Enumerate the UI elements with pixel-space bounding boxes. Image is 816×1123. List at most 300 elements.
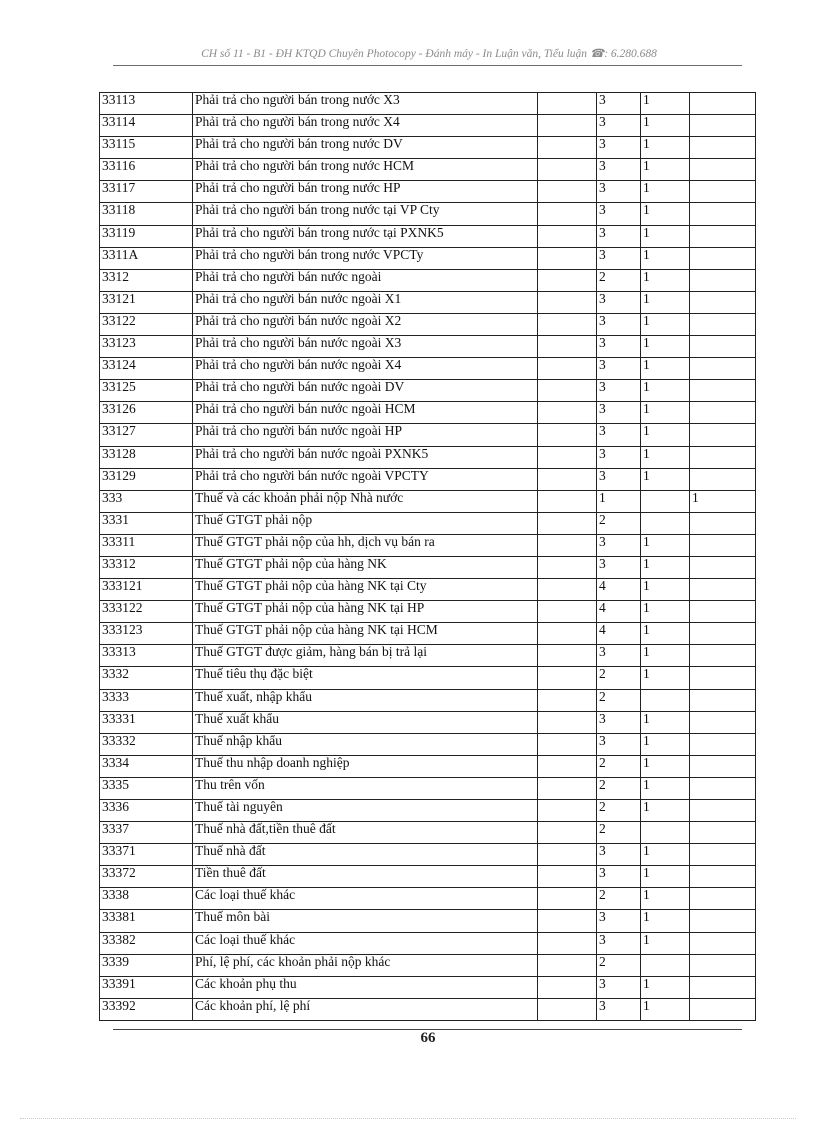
- table-row: [100, 336, 756, 358]
- extra-flag-cell: [690, 800, 756, 822]
- empty-cell: [538, 689, 597, 711]
- account-name-cell: Thuế GTGT phải nộp của hh, dịch vụ bán ra: [193, 534, 538, 556]
- account-name-cell: Các khoản phụ thu: [193, 976, 538, 998]
- header-divider: [113, 65, 742, 66]
- extra-flag-cell: [690, 844, 756, 866]
- extra-flag-cell: [690, 998, 756, 1020]
- extra-flag-cell: [690, 579, 756, 601]
- table-row: [100, 556, 756, 578]
- account-name-cell: Phải trả cho người bán trong nước HCM: [193, 159, 538, 181]
- table-row: [100, 976, 756, 998]
- account-level-cell: 3: [597, 225, 641, 247]
- account-level-cell: 3: [597, 313, 641, 335]
- account-level-cell: 3: [597, 976, 641, 998]
- empty-cell: [538, 269, 597, 291]
- extra-flag-cell: [690, 910, 756, 932]
- detail-flag-cell: 1: [641, 115, 690, 137]
- account-code-cell: 3337: [100, 822, 193, 844]
- detail-flag-cell: 1: [641, 203, 690, 225]
- account-name-cell: Thuế GTGT phải nộp: [193, 512, 538, 534]
- detail-flag-cell: 1: [641, 579, 690, 601]
- account-code-cell: 33125: [100, 380, 193, 402]
- table-row: [100, 490, 756, 512]
- empty-cell: [538, 93, 597, 115]
- empty-cell: [538, 866, 597, 888]
- extra-flag-cell: [690, 556, 756, 578]
- extra-flag-cell: [690, 689, 756, 711]
- extra-flag-cell: [690, 954, 756, 976]
- account-code-cell: 3336: [100, 800, 193, 822]
- empty-cell: [538, 402, 597, 424]
- extra-flag-cell: [690, 203, 756, 225]
- detail-flag-cell: [641, 689, 690, 711]
- empty-cell: [538, 932, 597, 954]
- account-code-cell: 3311A: [100, 247, 193, 269]
- account-code-cell: 33126: [100, 402, 193, 424]
- table-row: [100, 115, 756, 137]
- extra-flag-cell: [690, 932, 756, 954]
- account-code-cell: 3334: [100, 755, 193, 777]
- detail-flag-cell: 1: [641, 446, 690, 468]
- table-row: [100, 822, 756, 844]
- account-level-cell: 3: [597, 247, 641, 269]
- empty-cell: [538, 667, 597, 689]
- extra-flag-cell: [690, 424, 756, 446]
- table-row: [100, 866, 756, 888]
- empty-cell: [538, 800, 597, 822]
- empty-cell: [538, 822, 597, 844]
- account-name-cell: Thuế môn bài: [193, 910, 538, 932]
- table-row: [100, 755, 756, 777]
- account-level-cell: 2: [597, 822, 641, 844]
- empty-cell: [538, 910, 597, 932]
- detail-flag-cell: 1: [641, 93, 690, 115]
- account-code-cell: 33311: [100, 534, 193, 556]
- account-code-cell: 3331: [100, 512, 193, 534]
- account-level-cell: 2: [597, 777, 641, 799]
- extra-flag-cell: [690, 247, 756, 269]
- account-code-cell: 33331: [100, 711, 193, 733]
- table-row: [100, 998, 756, 1020]
- account-level-cell: 2: [597, 667, 641, 689]
- detail-flag-cell: 1: [641, 623, 690, 645]
- empty-cell: [538, 998, 597, 1020]
- detail-flag-cell: 1: [641, 313, 690, 335]
- account-code-cell: 3332: [100, 667, 193, 689]
- table-row: [100, 534, 756, 556]
- account-level-cell: 3: [597, 424, 641, 446]
- detail-flag-cell: 1: [641, 910, 690, 932]
- account-level-cell: 3: [597, 380, 641, 402]
- account-code-cell: 33118: [100, 203, 193, 225]
- account-code-cell: 33391: [100, 976, 193, 998]
- empty-cell: [538, 446, 597, 468]
- account-code-cell: 33116: [100, 159, 193, 181]
- table-row: [100, 380, 756, 402]
- detail-flag-cell: 1: [641, 291, 690, 313]
- extra-flag-cell: [690, 358, 756, 380]
- account-code-cell: 3333: [100, 689, 193, 711]
- account-name-cell: Thuế nhà đất,tiền thuê đất: [193, 822, 538, 844]
- account-code-cell: 33129: [100, 468, 193, 490]
- empty-cell: [538, 291, 597, 313]
- detail-flag-cell: [641, 822, 690, 844]
- extra-flag-cell: [690, 446, 756, 468]
- table-row: [100, 159, 756, 181]
- empty-cell: [538, 645, 597, 667]
- account-code-cell: 33128: [100, 446, 193, 468]
- account-name-cell: Các loại thuế khác: [193, 932, 538, 954]
- account-code-cell: 33312: [100, 556, 193, 578]
- table-row: [100, 93, 756, 115]
- account-code-cell: 3338: [100, 888, 193, 910]
- empty-cell: [538, 733, 597, 755]
- table-row: [100, 247, 756, 269]
- account-name-cell: Thuế GTGT phải nộp của hàng NK: [193, 556, 538, 578]
- account-table-container: [99, 92, 755, 1021]
- account-level-cell: 4: [597, 579, 641, 601]
- account-level-cell: 2: [597, 800, 641, 822]
- account-code-cell: 33332: [100, 733, 193, 755]
- extra-flag-cell: [690, 380, 756, 402]
- detail-flag-cell: 1: [641, 932, 690, 954]
- account-name-cell: Phải trả cho người bán nước ngoài X1: [193, 291, 538, 313]
- empty-cell: [538, 844, 597, 866]
- account-code-cell: 33117: [100, 181, 193, 203]
- detail-flag-cell: 1: [641, 556, 690, 578]
- extra-flag-cell: [690, 93, 756, 115]
- table-row: [100, 888, 756, 910]
- extra-flag-cell: [690, 667, 756, 689]
- account-code-cell: 33124: [100, 358, 193, 380]
- account-name-cell: Tiền thuê đất: [193, 866, 538, 888]
- account-code-cell: 33313: [100, 645, 193, 667]
- extra-flag-cell: [690, 623, 756, 645]
- account-level-cell: 3: [597, 866, 641, 888]
- extra-flag-cell: [690, 755, 756, 777]
- account-name-cell: Phí, lệ phí, các khoản phải nộp khác: [193, 954, 538, 976]
- account-name-cell: Thuế tài nguyên: [193, 800, 538, 822]
- account-name-cell: Phải trả cho người bán trong nước VPCTy: [193, 247, 538, 269]
- empty-cell: [538, 424, 597, 446]
- account-level-cell: 2: [597, 954, 641, 976]
- detail-flag-cell: 1: [641, 601, 690, 623]
- account-code-cell: 333123: [100, 623, 193, 645]
- account-level-cell: 3: [597, 844, 641, 866]
- table-row: [100, 269, 756, 291]
- empty-cell: [538, 711, 597, 733]
- table-row: [100, 181, 756, 203]
- account-code-cell: 33122: [100, 313, 193, 335]
- extra-flag-cell: [690, 137, 756, 159]
- empty-cell: [538, 159, 597, 181]
- extra-flag-cell: [690, 313, 756, 335]
- extra-flag-cell: [690, 115, 756, 137]
- empty-cell: [538, 380, 597, 402]
- detail-flag-cell: 1: [641, 866, 690, 888]
- detail-flag-cell: 1: [641, 247, 690, 269]
- extra-flag-cell: [690, 336, 756, 358]
- account-code-cell: 33382: [100, 932, 193, 954]
- empty-cell: [538, 954, 597, 976]
- extra-flag-cell: [690, 534, 756, 556]
- empty-cell: [538, 755, 597, 777]
- account-level-cell: 3: [597, 932, 641, 954]
- account-name-cell: Phải trả cho người bán nước ngoài X3: [193, 336, 538, 358]
- detail-flag-cell: 1: [641, 468, 690, 490]
- detail-flag-cell: 1: [641, 800, 690, 822]
- empty-cell: [538, 336, 597, 358]
- empty-cell: [538, 137, 597, 159]
- account-table-body: [100, 93, 756, 1021]
- account-name-cell: Phải trả cho người bán nước ngoài X2: [193, 313, 538, 335]
- detail-flag-cell: 1: [641, 380, 690, 402]
- extra-flag-cell: [690, 601, 756, 623]
- account-code-cell: 33392: [100, 998, 193, 1020]
- table-row: [100, 291, 756, 313]
- table-row: [100, 468, 756, 490]
- table-row: [100, 733, 756, 755]
- account-name-cell: Thuế nhập khẩu: [193, 733, 538, 755]
- account-level-cell: 3: [597, 115, 641, 137]
- detail-flag-cell: 1: [641, 976, 690, 998]
- empty-cell: [538, 203, 597, 225]
- account-name-cell: Phải trả cho người bán trong nước DV: [193, 137, 538, 159]
- account-code-cell: 33371: [100, 844, 193, 866]
- account-code-cell: 3312: [100, 269, 193, 291]
- table-row: [100, 601, 756, 623]
- empty-cell: [538, 115, 597, 137]
- account-name-cell: Phải trả cho người bán nước ngoài HCM: [193, 402, 538, 424]
- detail-flag-cell: 1: [641, 336, 690, 358]
- account-level-cell: 2: [597, 269, 641, 291]
- empty-cell: [538, 777, 597, 799]
- account-level-cell: 3: [597, 711, 641, 733]
- extra-flag-cell: [690, 866, 756, 888]
- page-number: 66: [420, 1030, 436, 1046]
- detail-flag-cell: 1: [641, 888, 690, 910]
- detail-flag-cell: [641, 512, 690, 534]
- empty-cell: [538, 579, 597, 601]
- table-row: [100, 424, 756, 446]
- account-name-cell: Phải trả cho người bán nước ngoài X4: [193, 358, 538, 380]
- extra-flag-cell: [690, 733, 756, 755]
- table-row: [100, 800, 756, 822]
- extra-flag-cell: 1: [690, 490, 756, 512]
- empty-cell: [538, 247, 597, 269]
- account-level-cell: 2: [597, 888, 641, 910]
- detail-flag-cell: 1: [641, 269, 690, 291]
- table-row: [100, 203, 756, 225]
- account-level-cell: 3: [597, 468, 641, 490]
- extra-flag-cell: [690, 181, 756, 203]
- empty-cell: [538, 358, 597, 380]
- account-level-cell: 3: [597, 733, 641, 755]
- table-row: [100, 910, 756, 932]
- account-name-cell: Thuế GTGT phải nộp của hàng NK tại Cty: [193, 579, 538, 601]
- account-name-cell: Phải trả cho người bán nước ngoài DV: [193, 380, 538, 402]
- account-level-cell: 2: [597, 512, 641, 534]
- detail-flag-cell: 1: [641, 733, 690, 755]
- account-name-cell: Phải trả cho người bán trong nước tại PXNK5: [193, 225, 538, 247]
- account-name-cell: Thuế thu nhập doanh nghiệp: [193, 755, 538, 777]
- empty-cell: [538, 225, 597, 247]
- account-name-cell: Phải trả cho người bán trong nước tại VP Cty: [193, 203, 538, 225]
- empty-cell: [538, 468, 597, 490]
- account-level-cell: 3: [597, 137, 641, 159]
- account-name-cell: Phải trả cho người bán nước ngoài PXNK5: [193, 446, 538, 468]
- extra-flag-cell: [690, 645, 756, 667]
- table-row: [100, 579, 756, 601]
- account-code-cell: 33123: [100, 336, 193, 358]
- extra-flag-cell: [690, 512, 756, 534]
- account-level-cell: 3: [597, 291, 641, 313]
- account-name-cell: Phải trả cho người bán trong nước HP: [193, 181, 538, 203]
- extra-flag-cell: [690, 402, 756, 424]
- account-code-cell: 33115: [100, 137, 193, 159]
- empty-cell: [538, 490, 597, 512]
- extra-flag-cell: [690, 976, 756, 998]
- extra-flag-cell: [690, 291, 756, 313]
- detail-flag-cell: 1: [641, 777, 690, 799]
- detail-flag-cell: 1: [641, 137, 690, 159]
- account-name-cell: Các loại thuế khác: [193, 888, 538, 910]
- table-row: [100, 225, 756, 247]
- table-row: [100, 844, 756, 866]
- account-code-cell: 3339: [100, 954, 193, 976]
- table-row: [100, 137, 756, 159]
- account-name-cell: Thuế xuất khẩu: [193, 711, 538, 733]
- detail-flag-cell: 1: [641, 667, 690, 689]
- table-row: [100, 667, 756, 689]
- account-level-cell: 3: [597, 534, 641, 556]
- detail-flag-cell: 1: [641, 159, 690, 181]
- account-level-cell: 4: [597, 601, 641, 623]
- extra-flag-cell: [690, 269, 756, 291]
- account-level-cell: 3: [597, 446, 641, 468]
- account-level-cell: 3: [597, 556, 641, 578]
- account-code-cell: 333122: [100, 601, 193, 623]
- account-code-cell: 33127: [100, 424, 193, 446]
- account-name-cell: Thuế GTGT được giảm, hàng bán bị trả lại: [193, 645, 538, 667]
- table-row: [100, 512, 756, 534]
- account-level-cell: 3: [597, 159, 641, 181]
- table-row: [100, 645, 756, 667]
- account-code-cell: 3335: [100, 777, 193, 799]
- empty-cell: [538, 512, 597, 534]
- page-header: CH số 11 - B1 - ĐH KTQD Chuyên Photocopy - Đánh máy - In Luận văn, Tiểu luận ☎: 6.280.688: [201, 48, 657, 60]
- extra-flag-cell: [690, 711, 756, 733]
- account-table: [99, 92, 756, 1021]
- extra-flag-cell: [690, 159, 756, 181]
- detail-flag-cell: 1: [641, 711, 690, 733]
- empty-cell: [538, 534, 597, 556]
- empty-cell: [538, 888, 597, 910]
- account-code-cell: 33372: [100, 866, 193, 888]
- empty-cell: [538, 181, 597, 203]
- detail-flag-cell: 1: [641, 225, 690, 247]
- table-row: [100, 623, 756, 645]
- account-name-cell: Thuế và các khoản phải nộp Nhà nước: [193, 490, 538, 512]
- account-name-cell: Phải trả cho người bán trong nước X3: [193, 93, 538, 115]
- account-code-cell: 33381: [100, 910, 193, 932]
- account-level-cell: 2: [597, 755, 641, 777]
- account-level-cell: 3: [597, 181, 641, 203]
- table-row: [100, 446, 756, 468]
- account-level-cell: 4: [597, 623, 641, 645]
- extra-flag-cell: [690, 468, 756, 490]
- account-level-cell: 3: [597, 93, 641, 115]
- table-row: [100, 402, 756, 424]
- account-code-cell: 333: [100, 490, 193, 512]
- detail-flag-cell: 1: [641, 424, 690, 446]
- extra-flag-cell: [690, 225, 756, 247]
- account-name-cell: Thuế GTGT phải nộp của hàng NK tại HCM: [193, 623, 538, 645]
- detail-flag-cell: 1: [641, 181, 690, 203]
- account-name-cell: Thuế tiêu thụ đặc biệt: [193, 667, 538, 689]
- table-row: [100, 313, 756, 335]
- table-row: [100, 711, 756, 733]
- account-code-cell: 33119: [100, 225, 193, 247]
- detail-flag-cell: 1: [641, 998, 690, 1020]
- table-row: [100, 777, 756, 799]
- page-edge-dots: [20, 1118, 796, 1119]
- account-name-cell: Thuế nhà đất: [193, 844, 538, 866]
- account-level-cell: 3: [597, 998, 641, 1020]
- extra-flag-cell: [690, 777, 756, 799]
- account-name-cell: Thu trên vốn: [193, 777, 538, 799]
- account-name-cell: Phải trả cho người bán trong nước X4: [193, 115, 538, 137]
- account-level-cell: 2: [597, 689, 641, 711]
- account-name-cell: Phải trả cho người bán nước ngoài VPCTY: [193, 468, 538, 490]
- empty-cell: [538, 556, 597, 578]
- table-row: [100, 954, 756, 976]
- account-code-cell: 333121: [100, 579, 193, 601]
- account-code-cell: 33114: [100, 115, 193, 137]
- account-level-cell: 3: [597, 645, 641, 667]
- account-name-cell: Phải trả cho người bán nước ngoài: [193, 269, 538, 291]
- account-name-cell: Thuế xuất, nhập khẩu: [193, 689, 538, 711]
- table-row: [100, 932, 756, 954]
- extra-flag-cell: [690, 822, 756, 844]
- empty-cell: [538, 313, 597, 335]
- account-name-cell: Phải trả cho người bán nước ngoài HP: [193, 424, 538, 446]
- detail-flag-cell: 1: [641, 402, 690, 424]
- account-code-cell: 33121: [100, 291, 193, 313]
- detail-flag-cell: 1: [641, 534, 690, 556]
- account-level-cell: 1: [597, 490, 641, 512]
- account-level-cell: 3: [597, 402, 641, 424]
- detail-flag-cell: 1: [641, 844, 690, 866]
- detail-flag-cell: [641, 490, 690, 512]
- empty-cell: [538, 623, 597, 645]
- empty-cell: [538, 601, 597, 623]
- empty-cell: [538, 976, 597, 998]
- account-name-cell: Các khoản phí, lệ phí: [193, 998, 538, 1020]
- account-level-cell: 3: [597, 336, 641, 358]
- detail-flag-cell: [641, 954, 690, 976]
- extra-flag-cell: [690, 888, 756, 910]
- detail-flag-cell: 1: [641, 645, 690, 667]
- table-row: [100, 358, 756, 380]
- account-name-cell: Thuế GTGT phải nộp của hàng NK tại HP: [193, 601, 538, 623]
- account-level-cell: 3: [597, 358, 641, 380]
- account-level-cell: 3: [597, 203, 641, 225]
- account-level-cell: 3: [597, 910, 641, 932]
- detail-flag-cell: 1: [641, 755, 690, 777]
- account-code-cell: 33113: [100, 93, 193, 115]
- detail-flag-cell: 1: [641, 358, 690, 380]
